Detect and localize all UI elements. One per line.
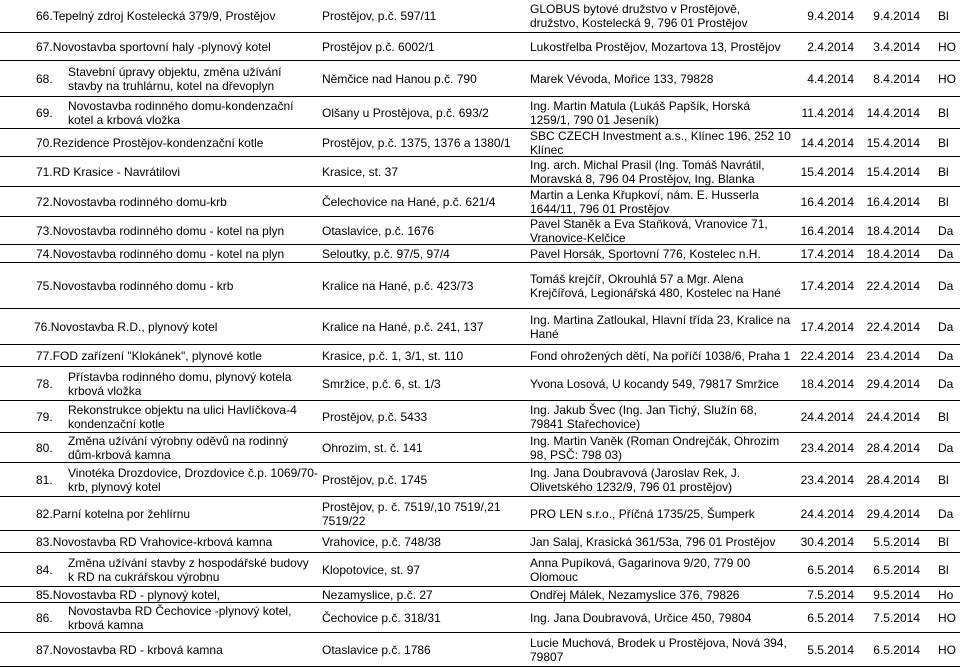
row-location: Prostějov, p.č. 1745 [322,472,428,487]
row-number: 79. [36,409,53,424]
row-description-cell [36,157,318,186]
row-number: 69. [36,105,53,120]
row-date-processed: 18.4.2014 [866,223,920,238]
row-date-received: 17.4.2014 [800,319,854,334]
table-row [0,366,960,400]
row-number: 81. [36,472,53,487]
row-date-received: 9.4.2014 [807,8,854,23]
row-date-received: 16.4.2014 [800,194,854,209]
row-description-cell [36,217,318,244]
row-date-received: 15.4.2014 [800,164,854,179]
row-status-code: Bl [938,194,949,209]
row-description: Novostavba RD Vrahovice-krbová kamna [52,534,273,549]
row-date-processed: 28.4.2014 [866,440,920,455]
row-location: Prostějov, p. č. 7519/,10 7519/,21 7519/22 [322,499,501,528]
row-description-cell [36,497,318,530]
row-description: Novostavba rodinného domu - kotel na plyn [52,223,285,238]
row-description: Novostavba RD Čechovice -plynový kotel, krbová kamna [68,603,292,632]
row-description-cell [34,309,316,344]
row-date-received: 18.4.2014 [800,376,854,391]
row-description: Parní kotelna por žehlírnu [52,506,191,521]
row-investor: Yvona Losová, U kocandy 549, 79817 Smržice [530,376,779,391]
table-row [0,496,960,530]
row-investor: Tomáš krejčíř, Okrouhlá 57 a Mgr. Alena Krejčířová, Legionářská 480, Kostelec na Hané [530,271,781,300]
row-location: Prostějov, p.č. 5433 [322,409,428,424]
row-description: Stavební úpravy objektu, změna užívání stavby na truhlárnu, kotel na dřevoplyn [68,64,282,93]
row-status-code: Da [938,506,954,521]
row-location: Krasice, p.č. 1, 3/1, st. 110 [322,348,464,363]
row-investor: Martin a Lenka Křupkoví, nám. E. Husserla 1644/11, 796 01 Prostějov [530,187,759,216]
table-row [0,216,960,244]
table-row [0,400,960,432]
row-investor: Ing. Martina Zatloukal, Hlavní třída 23, Kralice na Hané [530,312,791,341]
row-number: 77. [36,348,53,363]
row-date-received: 14.4.2014 [800,135,854,150]
row-description: Přístavba rodinného domu, plynový kotela krbová vložka [68,369,292,398]
row-investor: SBC CZECH Investment a.s., Klínec 196, 252 10 Klínec [530,129,791,156]
row-investor: PRO LEN s.r.o., Příčná 1735/25, Šumperk [530,506,755,521]
row-date-received: 23.4.2014 [800,472,854,487]
row-description-cell [36,245,318,262]
row-status-code: Da [938,223,954,238]
row-description-cell [36,345,318,366]
row-description: RD Krasice - Navrátilovi [52,164,181,179]
table-row [0,128,960,156]
row-number: 83. [36,534,53,549]
row-investor: Ing. Jakub Švec (Ing. Jan Tichý, Služín 68, 79841 Stařechovice) [530,402,757,431]
row-date-processed: 22.4.2014 [866,319,920,334]
row-location: Čechovice p.č. 318/31 [322,610,441,625]
row-description: Novostavba R.D., plynový kotel [50,319,218,334]
row-status-code: Bl [938,472,949,487]
row-location: Otaslavice, p.č. 1676 [322,223,435,238]
row-date-received: 17.4.2014 [800,278,854,293]
table-row [0,156,960,186]
table-row [0,344,960,366]
row-status-code: Bl [938,534,949,549]
row-description: Novostavba RD - plynový kotel, [52,587,221,602]
row-location: Vrahovice, p.č. 748/38 [322,534,441,549]
row-location: Prostějov, p.č. 597/11 [322,8,437,23]
row-description-cell [36,187,318,216]
row-description: Vinotéka Drozdovice, Drozdovice č.p. 1069/70-krb, plynový kotel [68,465,318,494]
row-number: 74. [36,246,53,261]
table-row [0,244,960,262]
row-date-processed: 15.4.2014 [866,135,920,150]
table-row [0,462,960,496]
row-description: Novostavba rodinného domu-krb [52,194,227,209]
row-status-code: Da [938,246,954,261]
row-location: Němčice nad Hanou p.č. 790 [322,71,477,86]
row-status-code: Bl [938,135,949,150]
table-row [0,632,960,667]
row-description: Změna užívání stavby z hospodářské budovy k RD na cukrářskou výrobnu [68,555,309,584]
row-date-processed: 16.4.2014 [866,194,920,209]
row-date-processed: 28.4.2014 [866,472,920,487]
row-date-processed: 3.4.2014 [873,39,920,54]
row-investor: Jan Salaj, Krasická 361/53a, 796 01 Prostějov [530,534,776,549]
table-row [0,186,960,216]
row-number: 80. [36,440,53,455]
row-date-received: 22.4.2014 [800,348,854,363]
row-description-cell [36,33,318,60]
row-status-code: Bl [938,409,949,424]
row-status-code: Da [938,278,954,293]
row-location: Olšany u Prostějova, p.č. 693/2 [322,105,489,120]
row-number: 82. [36,506,53,521]
row-status-code: Da [938,348,954,363]
row-number: 86. [36,610,53,625]
row-investor: Ondřej Málek, Nezamyslice 376, 79826 [530,587,740,602]
row-status-code: Bl [938,105,949,120]
row-date-processed: 9.4.2014 [873,8,920,23]
row-number: 87. [36,642,53,657]
row-location: Klopotovice, st. 97 [322,562,421,577]
table-row [0,432,960,462]
row-investor: Lucie Muchová, Brodek u Prostějova, Nová 394, 79807 [530,635,787,664]
row-location: Kralice na Hané, p.č. 241, 137 [322,319,484,334]
row-number: 67. [36,39,53,54]
row-location: Otaslavice p.č. 1786 [322,642,431,657]
row-investor: Ing. arch. Michal Prasil (Ing. Tomáš Navrátil, Moravská 8, 796 04 Prostějov, Ing. Blanka [530,158,765,186]
row-number: 70. [36,135,53,150]
row-date-received: 2.4.2014 [807,39,854,54]
row-status-code: Da [938,319,954,334]
row-description: Novostavba rodinného domu-kondenzační kotel a krbová vložka [68,98,294,127]
row-number: 75. [36,278,53,293]
row-date-processed: 18.4.2014 [866,246,920,261]
table-row [0,586,960,602]
table-row [0,32,960,60]
row-description: Novostavba rodinného domu - krb [52,278,234,293]
row-number: 85. [36,587,53,602]
row-date-processed: 24.4.2014 [866,409,920,424]
row-investor: Ing. Martin Matula (Lukáš Papšík, Horská 1259/1, 790 01 Jeseník) [530,98,751,127]
row-location: Smržice, p.č. 6, st. 1/3 [322,376,441,391]
table-row [0,60,960,96]
row-date-processed: 5.5.2014 [873,534,920,549]
row-number: 72. [36,194,53,209]
row-status-code: Bl [938,8,949,23]
row-investor: Marek Vévoda, Mořice 133, 79828 [530,71,714,86]
row-status-code: Bl [938,164,949,179]
row-description: FOD zařízení "Klokánek", plynové kotle [52,348,262,363]
row-date-received: 23.4.2014 [800,440,854,455]
row-date-processed: 29.4.2014 [866,506,920,521]
row-description-cell [36,633,318,666]
row-date-received: 7.5.2014 [807,587,854,602]
row-date-received: 4.4.2014 [807,71,854,86]
row-investor: Pavel Horsák, Sportovní 776, Kostelec n.H. [530,246,761,261]
row-date-received: 5.5.2014 [807,642,854,657]
row-date-received: 11.4.2014 [801,105,854,120]
row-investor: Ing. Jana Doubravová (Jaroslav Rek, J. Olivetského 1232/9, 796 01 prostějov) [530,465,741,494]
row-number: 68. [36,71,53,86]
row-date-received: 6.5.2014 [807,610,854,625]
row-description-cell [36,587,318,602]
row-status-code: Da [938,440,954,455]
row-investor: Ing. Martin Vaněk (Roman Ondrejčák, Ohrozim 98, PSČ: 798 03) [530,433,780,462]
row-number: 84. [36,562,53,577]
row-location: Kralice na Hané, p.č. 423/73 [322,278,474,293]
row-status-code: HO [938,71,956,86]
row-investor: Ing. Jana Doubravová, Určice 450, 79804 [530,610,752,625]
row-investor: Fond ohrožených dětí, Na poříčí 1038/6, Praha 1 [530,348,791,363]
row-investor: Anna Pupíková, Gagarinova 9/20, 779 00 Olomouc [530,555,751,584]
row-date-processed: 22.4.2014 [866,278,920,293]
row-date-processed: 15.4.2014 [866,164,920,179]
row-status-code: Ho [938,587,954,602]
row-investor: Pavel Staněk a Eva Staňková, Vranovice 71, Vranovice-Kelčice [530,217,768,244]
table-row [0,262,960,308]
row-number: 66. [36,8,53,23]
table-row [0,0,960,32]
row-description: Tepelný zdroj Kostelecká 379/9, Prostějov [52,8,276,23]
row-date-processed: 23.4.2014 [866,348,920,363]
row-date-processed: 7.5.2014 [873,610,920,625]
row-location: Prostějov p.č. 6002/1 [322,39,435,54]
row-description: Novostavba RD - krbová kamna [52,642,223,657]
row-description-cell [36,263,318,308]
row-status-code: HO [938,610,956,625]
table-row [0,530,960,552]
row-description: Změna užívání výrobny oděvů na rodinný dům-krbová kamna [68,433,289,462]
row-investor: GLOBUS bytové družstvo v Prostějově, družstvo, Kostelecká 9, 796 01 Prostějov [530,1,748,30]
row-investor: Lukostřelba Prostějov, Mozartova 13, Prostějov [530,39,781,54]
row-date-processed: 8.4.2014 [873,71,920,86]
row-date-processed: 9.5.2014 [873,587,920,602]
row-date-processed: 14.4.2014 [866,105,920,120]
row-date-received: 17.4.2014 [800,246,854,261]
row-date-received: 24.4.2014 [800,506,854,521]
row-location: Ohrozim, st. č. 141 [322,440,423,455]
table-row [0,602,960,632]
row-number: 71. [36,164,53,179]
row-date-processed: 6.5.2014 [873,642,920,657]
row-status-code: HO [938,39,956,54]
row-date-received: 6.5.2014 [807,562,854,577]
table-row [0,552,960,586]
row-number: 73. [36,223,53,238]
row-description-cell [36,531,318,552]
row-date-received: 30.4.2014 [800,534,854,549]
row-description-cell [36,129,318,156]
row-date-received: 24.4.2014 [800,409,854,424]
row-description: Novostavba sportovní haly -plynový kotel [52,39,271,54]
table-row [0,308,960,344]
row-description: Novostavba rodinného domu - kotel na plyn [52,246,285,261]
row-description: Rekonstrukce objektu na ulici Havlíčkova-4 kondenzační kotle [68,402,297,431]
row-location: Seloutky, p.č. 97/5, 97/4 [322,246,450,261]
row-number: 76. [34,319,51,334]
row-location: Nezamyslice, p.č. 27 [322,587,433,602]
row-status-code: Bl [938,562,949,577]
row-description-cell [36,0,318,32]
row-number: 78. [36,376,53,391]
row-date-processed: 6.5.2014 [873,562,920,577]
row-date-processed: 29.4.2014 [866,376,920,391]
row-status-code: Da [938,376,954,391]
row-date-received: 16.4.2014 [800,223,854,238]
row-description: Rezidence Prostějov-kondenzační kotle [52,135,264,150]
row-status-code: HO [938,642,956,657]
row-location: Čelechovice na Hané, p.č. 621/4 [322,194,496,209]
row-location: Prostějov, p.č. 1375, 1376 a 1380/1 [322,135,511,150]
row-location: Krasice, st. 37 [322,164,399,179]
table-row [0,96,960,128]
